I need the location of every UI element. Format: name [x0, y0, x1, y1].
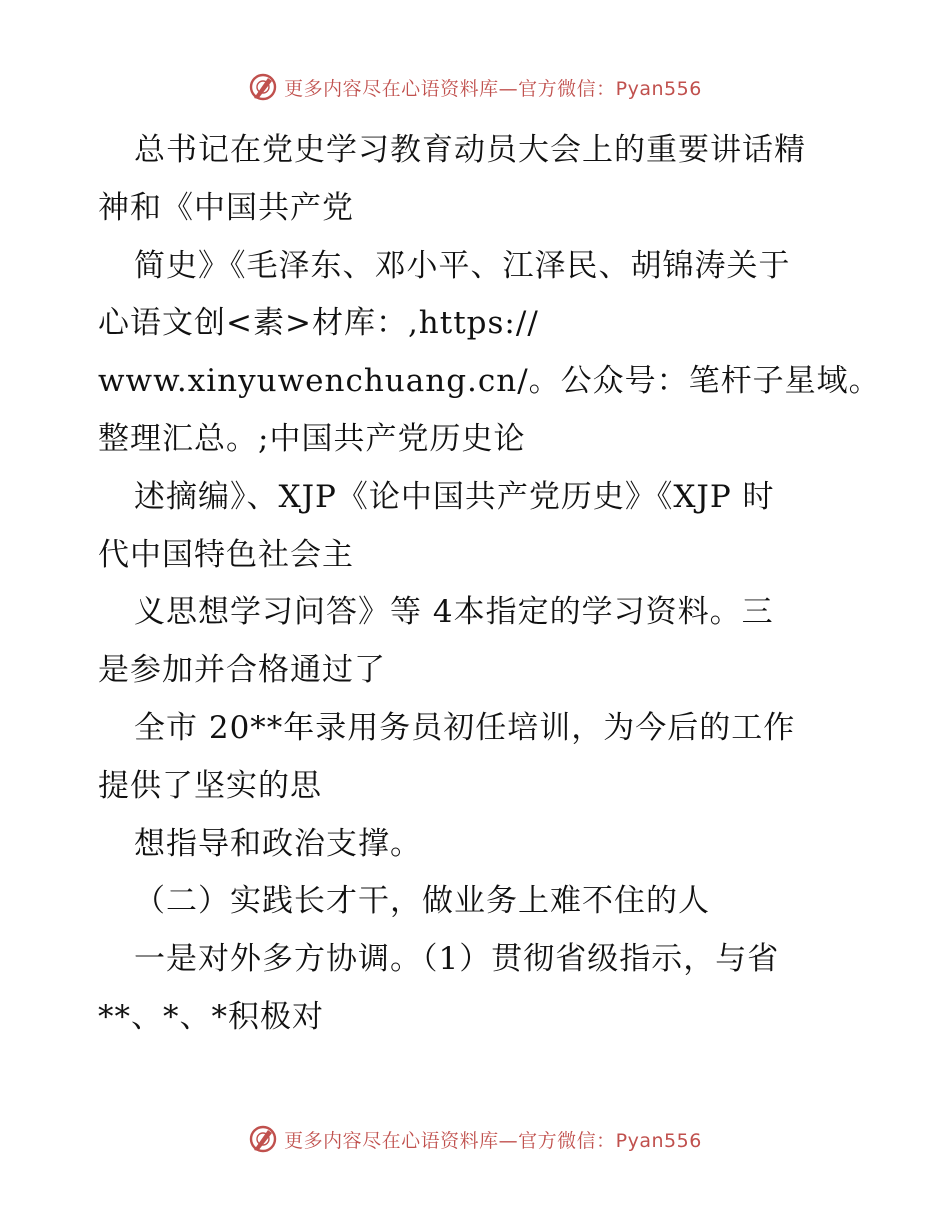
text-line: 义思想学习问答》等 4本指定的学习资料。三 [134, 594, 774, 631]
text-line: 是参加并合格通过了 [98, 652, 386, 689]
watermark-text: 更多内容尽在心语资料库—官方微信：Pyan556 [284, 1129, 702, 1152]
text-line: 总书记在党史学习教育动员大会上的重要讲话精 [134, 132, 806, 168]
text-line: （二）实践长才干，做业务上难不住的人 [134, 883, 710, 920]
watermark-text: 更多内容尽在心语资料库—官方微信：Pyan556 [284, 77, 702, 100]
header-watermark [0, 72, 950, 102]
text-line: **、*、*积极对 [98, 998, 324, 1035]
text-line: 心语文创<素>材库：,https:// [98, 305, 539, 342]
text-line: 述摘编》、XJP《论中国共产党历史》《XJP 时 [134, 478, 775, 515]
text-line: 提供了坚实的思 [98, 767, 322, 804]
text-line: 整理汇总。;中国共产党历史论 [98, 420, 526, 457]
quill-pen-circle-icon [248, 1124, 278, 1154]
document-body [98, 122, 881, 1047]
quill-pen-circle-icon [248, 72, 278, 102]
text-line: 想指导和政治支撑。 [134, 825, 422, 862]
text-line: 神和《中国共产党 [98, 189, 354, 226]
text-line: 一是对外多方协调。（1）贯彻省级指示，与省 [134, 941, 780, 978]
text-line: 全市 20**年录用务员初任培训，为今后的工作 [134, 709, 796, 746]
text-line: 代中国特色社会主 [98, 536, 354, 573]
footer-watermark [0, 1124, 950, 1154]
text-line: www.xinyuwenchuang.cn/。公众号：笔杆子星域。 [98, 363, 881, 400]
text-line: 简史》《毛泽东、邓小平、江泽民、胡锦涛关于 [134, 247, 791, 284]
